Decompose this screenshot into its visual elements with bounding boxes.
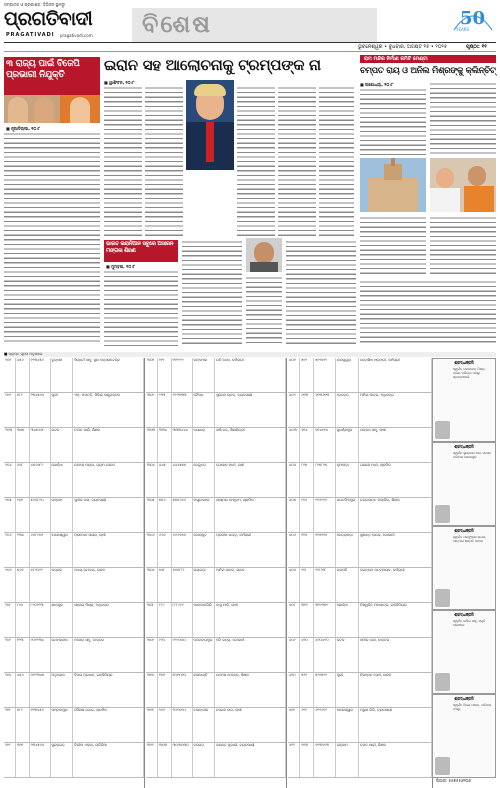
table-cell: ରମେଶ ପଣ୍ଡା, ଗ୍ରାମ ସେବକ [73, 463, 144, 497]
table-cell: ଅମିୟ ପାତ୍ର, ଅଧିବକ୍ତା [359, 393, 432, 427]
table-cell: ଗଞ୍ଜାମ [336, 743, 359, 777]
table-row [4, 428, 144, 463]
table-cell: ଅନିଲ ସାବର, ଚାଳକ [215, 568, 286, 602]
table-cell: ଖୋର୍ଦ୍ଧା [51, 463, 74, 497]
table-cell: ୭୭୮ [158, 568, 172, 602]
table-row [146, 428, 286, 463]
table-cell: ୪୧୨ [288, 743, 300, 777]
table-cell: ୨୦୫ [4, 498, 16, 532]
table-cell: ୧୦୧ [158, 673, 172, 707]
table-cell: ୨୧୮ [300, 568, 314, 602]
table-row [146, 743, 286, 778]
obituary-portrait [435, 421, 450, 439]
table-cell: ଅଜୟ ବେହେରା, ଚାଳକ [73, 568, 144, 602]
table-row [288, 533, 432, 568]
table-cell: ୪୦୫ [288, 498, 300, 532]
table-cell: ୨୧୧ [4, 708, 16, 742]
table-cell: ୬୬୬୭୭୭ [172, 533, 193, 567]
table-cell: ୨୦୮ [4, 603, 16, 637]
table-cell: ଶଶି ନନ୍ଦ, ଶିକ୍ଷୟିତ୍ରୀ [215, 428, 286, 462]
logo[interactable] [4, 8, 122, 42]
story3-kicker: ରାମ ମନ୍ଦିର ନିର୍ମାଣ କମିଟି ମେଣ୍ଟା [364, 56, 428, 62]
table-cell: ଉମେଶ ମେହେର, ଶିକ୍ଷକ [215, 673, 286, 707]
table-row [4, 708, 144, 743]
story2-body-col5 [319, 86, 354, 236]
table-cell: ରବି ଜେନା, କର୍ମଚାରୀ [215, 358, 286, 392]
obituary-portrait [435, 505, 450, 523]
story2-body-col4 [278, 86, 316, 236]
page-number: ପୃଷ୍ଠା: ୧୧ [466, 44, 487, 50]
table-cell: ୫୫୫୬୬୬ [172, 498, 193, 532]
table-cell: ମନୋଜ ସାହୁ, ଡାକ୍ତର [73, 638, 144, 672]
obituary-ad-body: ସ୍ୱର୍ଗତ ବିଜୟ ପଣ୍ଡା, ପରିବାର ପକ୍ଷରୁ [453, 703, 492, 711]
table-cell: ୨୦୬ [4, 533, 16, 567]
story1-byline: ■ ନୂଆଦିଲ୍ଲୀ, ୧୦।୮ [6, 126, 41, 131]
table-cell: ୪୦୪ [288, 463, 300, 497]
table-cell: କଳାହାଣ୍ଡି [193, 673, 216, 707]
table-cell: ୧୨୩୪୫୬ [30, 358, 51, 392]
table-cell: ରାୟଗଡ଼ା [193, 568, 216, 602]
obituary-ad-title: ଶ୍ରଦ୍ଧାଞ୍ଜଳି [454, 444, 474, 449]
obituary-ad-title: ଶ୍ରଦ୍ଧାଞ୍ଜଳି [454, 528, 474, 533]
table-cell: କେନ୍ଦ୍ରାପଡ଼ା [336, 533, 359, 567]
table-cell: ୪୨୦୪୨୦ [314, 638, 335, 672]
table-cell: ନବରଙ୍ଗପୁର [193, 638, 216, 672]
table-cell: ପ୍ରଦୀପ ଗଉଡ଼, କର୍ମଚାରୀ [215, 533, 286, 567]
section-title: ବିଶେଷ [142, 9, 212, 38]
table-cell: ୭୮୯ [16, 708, 30, 742]
table-cell: ପୁରୀ [51, 393, 74, 427]
table-cell: ୮୯୦୧୨୩ [30, 603, 51, 637]
table-cell: ସୁନ୍ଦରଗଡ଼ [51, 743, 74, 777]
anniversary-number: 50 [460, 8, 486, 29]
table-row [288, 708, 432, 743]
table-cell: ୬୨୨୬୨୨ [314, 708, 335, 742]
table-cell: ୪୦୭ [288, 568, 300, 602]
table-cell: ୧୧୧୨୨୨ [172, 358, 193, 392]
table-row [4, 533, 144, 568]
table-cell: ଅରୁଣ ଗିରି, ବ୍ୟବସାୟୀ [359, 708, 432, 742]
obituary-ad-title: ଶ୍ରଦ୍ଧାଞ୍ଜଳି [454, 696, 474, 701]
table-column-1 [4, 358, 145, 788]
table-cell: ଗଣେଶ ମାଝୀ, ଶ୍ରମିକ [359, 463, 432, 497]
table-cell: ଜୟନ୍ତ ପୁଜାରୀ, ବ୍ୟବସାୟୀ [215, 743, 286, 777]
table-cell: ୪୧୦ [288, 673, 300, 707]
table-cell: ସମ୍ବଲପୁର [51, 708, 74, 742]
table-cell: ୩୦୫ [146, 498, 158, 532]
table-row [146, 393, 286, 428]
table-cell: ୪୦୧ [288, 358, 300, 392]
table-cell: ବାସୁ ମାଡ଼ି, ଚାଷୀ [215, 603, 286, 637]
table-row [146, 533, 286, 568]
table-cell: ପୁରୀ [336, 673, 359, 707]
table-row [4, 358, 144, 393]
table-cell: ମୟୂରଭଞ୍ଜ [193, 498, 216, 532]
table-cell: ୯୦୧୨୩୪ [30, 638, 51, 672]
story2-body-col3 [237, 86, 275, 236]
table-cell: ୭୧୪ [300, 428, 314, 462]
table-cell: ପ୍ରମୋଦ ନାୟକ, ଚାଷୀ [73, 533, 144, 567]
obituary-portrait [435, 757, 450, 775]
table-row [4, 673, 144, 708]
table-row [288, 568, 432, 603]
table-cell: ବିଶ୍ୱଜିତ୍ ମହାପାତ୍ର, ଇଞ୍ଜିନିୟର [359, 603, 432, 637]
table-cell: ୩୦୩ [158, 743, 172, 777]
table-cell: ୨୦୪ [4, 463, 16, 497]
table-cell: ପଙ୍କଜ ସାହୁ, ଚାଷୀ [359, 428, 432, 462]
table-cell: ସୁରେଶ ରାଉତ, ବ୍ୟବସାୟୀ [215, 393, 286, 427]
table-row [146, 603, 286, 638]
table-cell: ୪୦୮ [288, 603, 300, 637]
tagline: ସମ୍ପାଦକ ଓ ପ୍ରକାଶକ: ବିଭିନ୍ନ ସ୍ଥାନରୁ [4, 2, 65, 7]
table-cell: ୨୦୨ [158, 708, 172, 742]
story3-body-col4 [430, 216, 496, 276]
table-row [4, 463, 144, 498]
anniversary-subtitle: YEARS [456, 27, 470, 32]
obituary-ad-body: ସ୍ୱର୍ଗତ ପ୍ରଫୁଲ୍ଲ ନାୟକ, ଆତ୍ମାର ସଦ୍‌ଗତି କାମନା [453, 535, 487, 543]
results-table [4, 352, 496, 782]
table-cell: ୬୧୩ [300, 393, 314, 427]
table-row [288, 498, 432, 533]
table-cell: ୯୧୬ [300, 498, 314, 532]
table-cell: ୮୧୫୮୧୫ [314, 463, 335, 497]
table-cell: ଢେଙ୍କାନାଳ [51, 638, 74, 672]
logo-subtitle: PRAGATIVADI [6, 32, 55, 38]
table-cell: ୨୦୨୦୨୦ [172, 708, 193, 742]
table-cell: ବୁଦ୍ଧାମ [51, 358, 74, 392]
table-row [146, 708, 286, 743]
table-cell: ୭୨୩୭୨୩ [314, 743, 335, 777]
logo-url[interactable]: pragativadi.com [60, 33, 93, 38]
story3-photo-temple [360, 158, 426, 212]
table-cell: ୨୦୨ [4, 393, 16, 427]
table-cell: ସୁଧୀର ଦାସ, ବ୍ୟବସାୟୀ [73, 498, 144, 532]
table-cell: କଟକ [51, 428, 74, 462]
table-cell: ୨୦୭ [4, 568, 16, 602]
story3-body-col1 [360, 88, 426, 156]
obituary-ad [432, 358, 496, 442]
table-row [146, 498, 286, 533]
table-cell: ୩୦୯ [146, 638, 158, 672]
story2-body-col1 [104, 86, 142, 236]
table-cell: ନବୀନ ପାଣି, ଶିକ୍ଷକ [73, 428, 144, 462]
table-cell: ୩୩୩୪୪୪ [172, 428, 193, 462]
table-row [146, 358, 286, 393]
table-cell: ୧୧୭ [300, 533, 314, 567]
table-cell: ୨୦୯ [4, 638, 16, 672]
table-cell: ୦୧୨୩୪୫ [30, 673, 51, 707]
table-cell: ୭୮୯୦୧୨ [30, 568, 51, 602]
table-row [146, 568, 286, 603]
table-row [288, 358, 432, 393]
obituary-ad-title: ଶ୍ରଦ୍ଧାଞ୍ଜଳି [454, 360, 474, 365]
table-row [4, 498, 144, 533]
table-row [146, 463, 286, 498]
table-row [288, 393, 432, 428]
table-cell: ୩୧୦ [146, 673, 158, 707]
table-cell: ୧୨୩ [16, 638, 30, 672]
dateline [4, 44, 496, 52]
table-cell: ୩୪୫୬୭୮ [30, 428, 51, 462]
obituary-ad [432, 526, 496, 610]
story4-body-col2 [182, 240, 242, 346]
table-cell: ୯୧୬୯୧୬ [314, 498, 335, 532]
story4-body-col4 [286, 240, 356, 346]
table-cell: ୪୨୦ [300, 638, 314, 672]
obituary-ad-body: ସ୍ୱର୍ଗତ ରମାକାନ୍ତ ମିଶ୍ର, ପ୍ରିୟ ପରିବାର ପକ୍ଷରୁ ଶ୍ରଦ୍ଧାଞ୍ଜଳି [453, 367, 486, 379]
table-cell: ୫୧୨ [300, 358, 314, 392]
table-cell: ୭୧୪୭୧୪ [314, 428, 335, 462]
issue-date: ଭୁବନେଶ୍ୱର • ବୁଧବାର, ଅଗଷ୍ଟ ୧୫ • ୨୦୨୫ [358, 44, 448, 50]
table-cell: ୫୧୨୫୧୨ [314, 358, 335, 392]
table-cell: ୩୩୪ [158, 428, 172, 462]
story2-photo [186, 80, 234, 170]
table-cell: ଗଞ୍ଜାମ [51, 498, 74, 532]
obituary-ad-body: ସ୍ୱର୍ଗତ ଲଳିତା ସାହୁ, ସ୍ମୃତି ଚାରଣରେ [453, 619, 486, 627]
table-cell: ୮୮୯ [158, 603, 172, 637]
story3-photo-people [430, 158, 496, 212]
story4-photo [246, 238, 282, 272]
masthead [4, 8, 496, 43]
table-cell: ୩୧୯୩୧୯ [314, 603, 335, 637]
table-cell: ୩୦୭ [146, 568, 158, 602]
table-cell: ଗୋପାଳ ମାଝୀ, ଚାଷୀ [215, 463, 286, 497]
table-cell: ଅନୁଗୋଳ [51, 673, 74, 707]
table-cell: ୩୦୩ [146, 428, 158, 462]
table-cell: ବରଗଡ଼ [193, 743, 216, 777]
table-cell: ୩୧୨ [146, 743, 158, 777]
table-cell: ୩୦୮ [146, 603, 158, 637]
footer-id: ପିଆର୍: ୫୫୭୫୫୬୨୦୬ [436, 778, 471, 783]
table-column-3 [288, 358, 433, 788]
table-cell: ଏମ୍. ମହାନ୍ତି, ସିଭିଲ୍ କଣ୍ଟ୍ରାକ୍ଟର [73, 393, 144, 427]
table-cell: ୩୦୩୦୩୦ [172, 743, 193, 777]
table-cell: ଚନ୍ଦ୍ରକାନ୍ତ ମଲ୍ଲିକ, ଶିକ୍ଷକ [359, 498, 432, 532]
table-cell: ନୟାଗଡ଼ [193, 428, 216, 462]
table-cell: ୩୦୧ [146, 358, 158, 392]
table-cell: ୧୧୭୧୧୭ [314, 533, 335, 567]
table-cell: ୧୦୧୦୧୦ [172, 673, 193, 707]
table-cell: ଦେବାଶିଷ ଷଡ଼ଙ୍ଗୀ, କର୍ମଚାରୀ [359, 358, 432, 392]
obituary-ad [432, 610, 496, 694]
table-cell: ୧୨୩୪୫୬ [30, 708, 51, 742]
table-cell: ନିରଞ୍ଜନ ସେଠୀ, ଚାଳକ [359, 673, 432, 707]
table-cell: ୬୭୮୯୦୧ [30, 533, 51, 567]
table-cell: ବୌଦ୍ଧ [193, 393, 216, 427]
table-cell: ୩୦୬ [146, 533, 158, 567]
obituary-ad [432, 442, 496, 526]
obituary-portrait [435, 673, 450, 691]
table-cell: ୫୬୭ [16, 568, 30, 602]
table-cell: ଝାରସୁଗୁଡ଼ା [336, 358, 359, 392]
table-cell: ଖୋର୍ଦ୍ଧା [336, 603, 359, 637]
section-title-box [132, 8, 377, 42]
table-cell: ଲକ୍ଷ୍ମଣ ହେମ୍ବ୍ରମ, ଶ୍ରମିକ [215, 498, 286, 532]
table-cell: ୩୧୯ [300, 603, 314, 637]
table-cell: ୪୫୬ [16, 358, 30, 392]
table-cell: ୩୦୨ [146, 393, 158, 427]
story2-body-col2 [145, 86, 183, 236]
table-cell: ନୂଆପଡ଼ା [336, 463, 359, 497]
table-cell: ସିଦ୍ଧାର୍ଥ ସାହୁ, ସୁନା କନ୍ସଲଟେଣ୍ଟ [73, 358, 144, 392]
story4-headline[interactable]: ଭାରତ ଇରାନିଆନ ସବୁରେ ଅସାରନ ମଙ୍ଗଳା ଶିରଣ [106, 241, 174, 254]
table-row [146, 673, 286, 708]
table-cell: ୨୦୧ [4, 358, 16, 392]
table-row [288, 673, 432, 708]
table-cell: ସୁଶାନ୍ତ ରାଉଳ, ଦୋକାନୀ [359, 533, 432, 567]
table-cell: ଜଗନ୍ନାଥ ପଟ୍ଟନାୟକ, କର୍ମଚାରୀ [359, 568, 432, 602]
table-cell: ୪୪୪୫୫୫ [172, 463, 193, 497]
table-row [288, 463, 432, 498]
table-cell: କନ୍ଧମାଳ [193, 358, 216, 392]
table-cell: ଜଗତସିଂହପୁର [336, 498, 359, 532]
table-cell: କୋରାପୁଟ [193, 533, 216, 567]
table-cell: ୪୫୬୭୮୯ [30, 463, 51, 497]
table-cell: ୧୧୨ [158, 358, 172, 392]
table-cell: ୯୦୧ [16, 498, 30, 532]
table-cell: ୯୯୦ [158, 638, 172, 672]
table-cell: ୨୩୪ [16, 533, 30, 567]
table-row [288, 603, 432, 638]
table-cell: ୩୪୫ [16, 428, 30, 462]
table-cell: ୮୯୦ [16, 603, 30, 637]
table-cell: ୨୧୦ [4, 673, 16, 707]
table-row [288, 743, 432, 778]
table-row [288, 428, 432, 463]
table-cell: ଦେବଗଡ଼ [336, 393, 359, 427]
table-cell: ୨୨୩ [158, 393, 172, 427]
table-cell: ୪୧୧ [288, 708, 300, 742]
table-cell: ୪୦୨ [288, 393, 300, 427]
table-cell: ମାଲକାନଗିରି [193, 603, 216, 637]
table-row [4, 603, 144, 638]
table-row [4, 393, 144, 428]
table-header: ■ ପ୍ରାପ୍ତ ସୂଚନା ଅନୁସାରେ [4, 352, 496, 357]
table-cell: ୪୦୯ [288, 638, 300, 672]
table-cell: ବଲାଙ୍ଗୀର [193, 708, 216, 742]
table-cell: ୨୧୮୨୧୮ [314, 568, 335, 602]
table-cell: ହରି ଭତ୍ରା, ଦୋକାନୀ [215, 638, 286, 672]
table-cell: ନରେଶ ବାଗ, ଚାଷୀ [215, 708, 286, 742]
obituary-portrait [435, 589, 450, 607]
table-cell: ୩୦୪ [146, 463, 158, 497]
table-cell: ବିଜୟ ପ୍ରଧାନ, ଇଞ୍ଜିନିୟର [73, 673, 144, 707]
table-cell: ୨୨୨୩୩୩ [172, 393, 193, 427]
table-cell: ୪୪୫ [158, 463, 172, 497]
table-cell: ୯୯୯୦୦୦ [172, 638, 193, 672]
table-cell: ସୁବର୍ଣ୍ଣପୁର [336, 428, 359, 462]
table-cell: ୬୧୩୬୧୩ [314, 393, 335, 427]
story3-body-col3 [360, 216, 426, 276]
table-cell: ୪୦୬ [288, 533, 300, 567]
table-cell: ୮୮୮୯୯୯ [172, 603, 193, 637]
table-cell: ୭୨୩ [300, 743, 314, 777]
table-cell: କୈଳାଶ ଭୋଇ, ଶ୍ରମିକ [73, 708, 144, 742]
table-cell: ୩୨୧ [16, 743, 30, 777]
table-row [288, 638, 432, 673]
anniversary-badge [450, 8, 496, 34]
table-cell: ୨୧୨ [4, 743, 16, 777]
table-cell: ୬୬୭ [158, 533, 172, 567]
obituary-ad [432, 694, 496, 778]
table-cell: ତପନ ପାଢ଼ୀ, ଶିକ୍ଷକ [359, 743, 432, 777]
table-cell: ୩୧୧ [146, 708, 158, 742]
table-cell: ସମୀର ଦାଶ, ଡାକ୍ତର [359, 638, 432, 672]
table-cell: ସଞ୍ଜୟ ମିଶ୍ର, ଅଧିବକ୍ତା [73, 603, 144, 637]
story2-headline[interactable]: ଇରାନ ସହ ଆଲୋଚନାକୁ ଟ୍ରମ୍ପଙ୍କ ନା [104, 56, 321, 74]
story3-body-col2 [430, 82, 496, 156]
table-row [4, 568, 144, 603]
obituary-ad-title: ଶ୍ରଦ୍ଧାଞ୍ଜଳି [454, 612, 474, 617]
table-cell: ୭୮୯ [16, 393, 30, 427]
story1-body [4, 132, 100, 344]
table-cell: ଭଦ୍ରକ [51, 568, 74, 602]
obituary-ad-body: ସ୍ୱର୍ଗତ ସୁଲୋଚନା ଦାସ, ସମସ୍ତ ପରିବାର ଶୋକାକୁଳ [453, 451, 492, 459]
table-cell: ୮୧୫ [300, 463, 314, 497]
table-cell: ୫୫୬ [158, 498, 172, 532]
table-cell: ଗଜପତି [336, 568, 359, 602]
story2-byline: ■ ୱାଶିଂଟନ, ୧୦।୮ [104, 80, 135, 85]
table-cell: କଟକ [336, 638, 359, 672]
table-cell: ୫୨୧ [300, 673, 314, 707]
table-cell: ୬୨୨ [300, 708, 314, 742]
table-cell: କେନ୍ଦୁଝର [193, 463, 216, 497]
table-column-2 [146, 358, 287, 788]
story4-body-col3 [246, 276, 282, 346]
table-cell: ୨୩୪୫୬୭ [30, 393, 51, 427]
story3-byline: ■ ଅଯୋଧ୍ୟା, ୧୦।୮ [360, 82, 394, 87]
table-cell: ବାଲେଶ୍ୱର [336, 708, 359, 742]
table-cell: ୬୭୮ [16, 463, 30, 497]
table-row [4, 638, 144, 673]
table-cell: ୪୫୬ [16, 673, 30, 707]
table-cell: ୨୦୩ [4, 428, 16, 462]
table-cell: ୫୨୧୫୨୧ [314, 673, 335, 707]
table-row [4, 743, 144, 778]
table-cell: ୨୩୪୫୬୭ [30, 743, 51, 777]
table-cell: ଯାଜପୁର [51, 603, 74, 637]
story4-byline: ■ ମୁମ୍ବଇ, ୧୦।୮ [106, 264, 135, 269]
table-cell: ୫୬୭୮୯୦ [30, 498, 51, 532]
table-cell: ୪୦୩ [288, 428, 300, 462]
story3-headline[interactable]: ଚମ୍ପତ ରାୟ ଓ ଅନିଲ ମିଶ୍ରଙ୍କୁ କ୍ଲିନ୍‌ଚିଟ୍ [360, 66, 496, 76]
story5-body [360, 280, 496, 346]
story1-headline[interactable]: ୩ ରାଜ୍ୟ ପାଇଁ ବିଜେପି ପ୍ରଭାରୀ ନିଯୁକ୍ତି [6, 59, 80, 80]
story4-body-col1 [104, 270, 178, 346]
table-cell: ବାଲେଶ୍ୱର [51, 533, 74, 567]
story1-photo [4, 95, 100, 123]
table-cell: ଦିଲୀପ ଏକ୍କା, ଚାକିରିଆ [73, 743, 144, 777]
table-row [146, 638, 286, 673]
table-cell: ୭୭୭୮୮୮ [172, 568, 193, 602]
logo-text: ପ୍ରଗତିବାଦୀ [4, 8, 93, 30]
